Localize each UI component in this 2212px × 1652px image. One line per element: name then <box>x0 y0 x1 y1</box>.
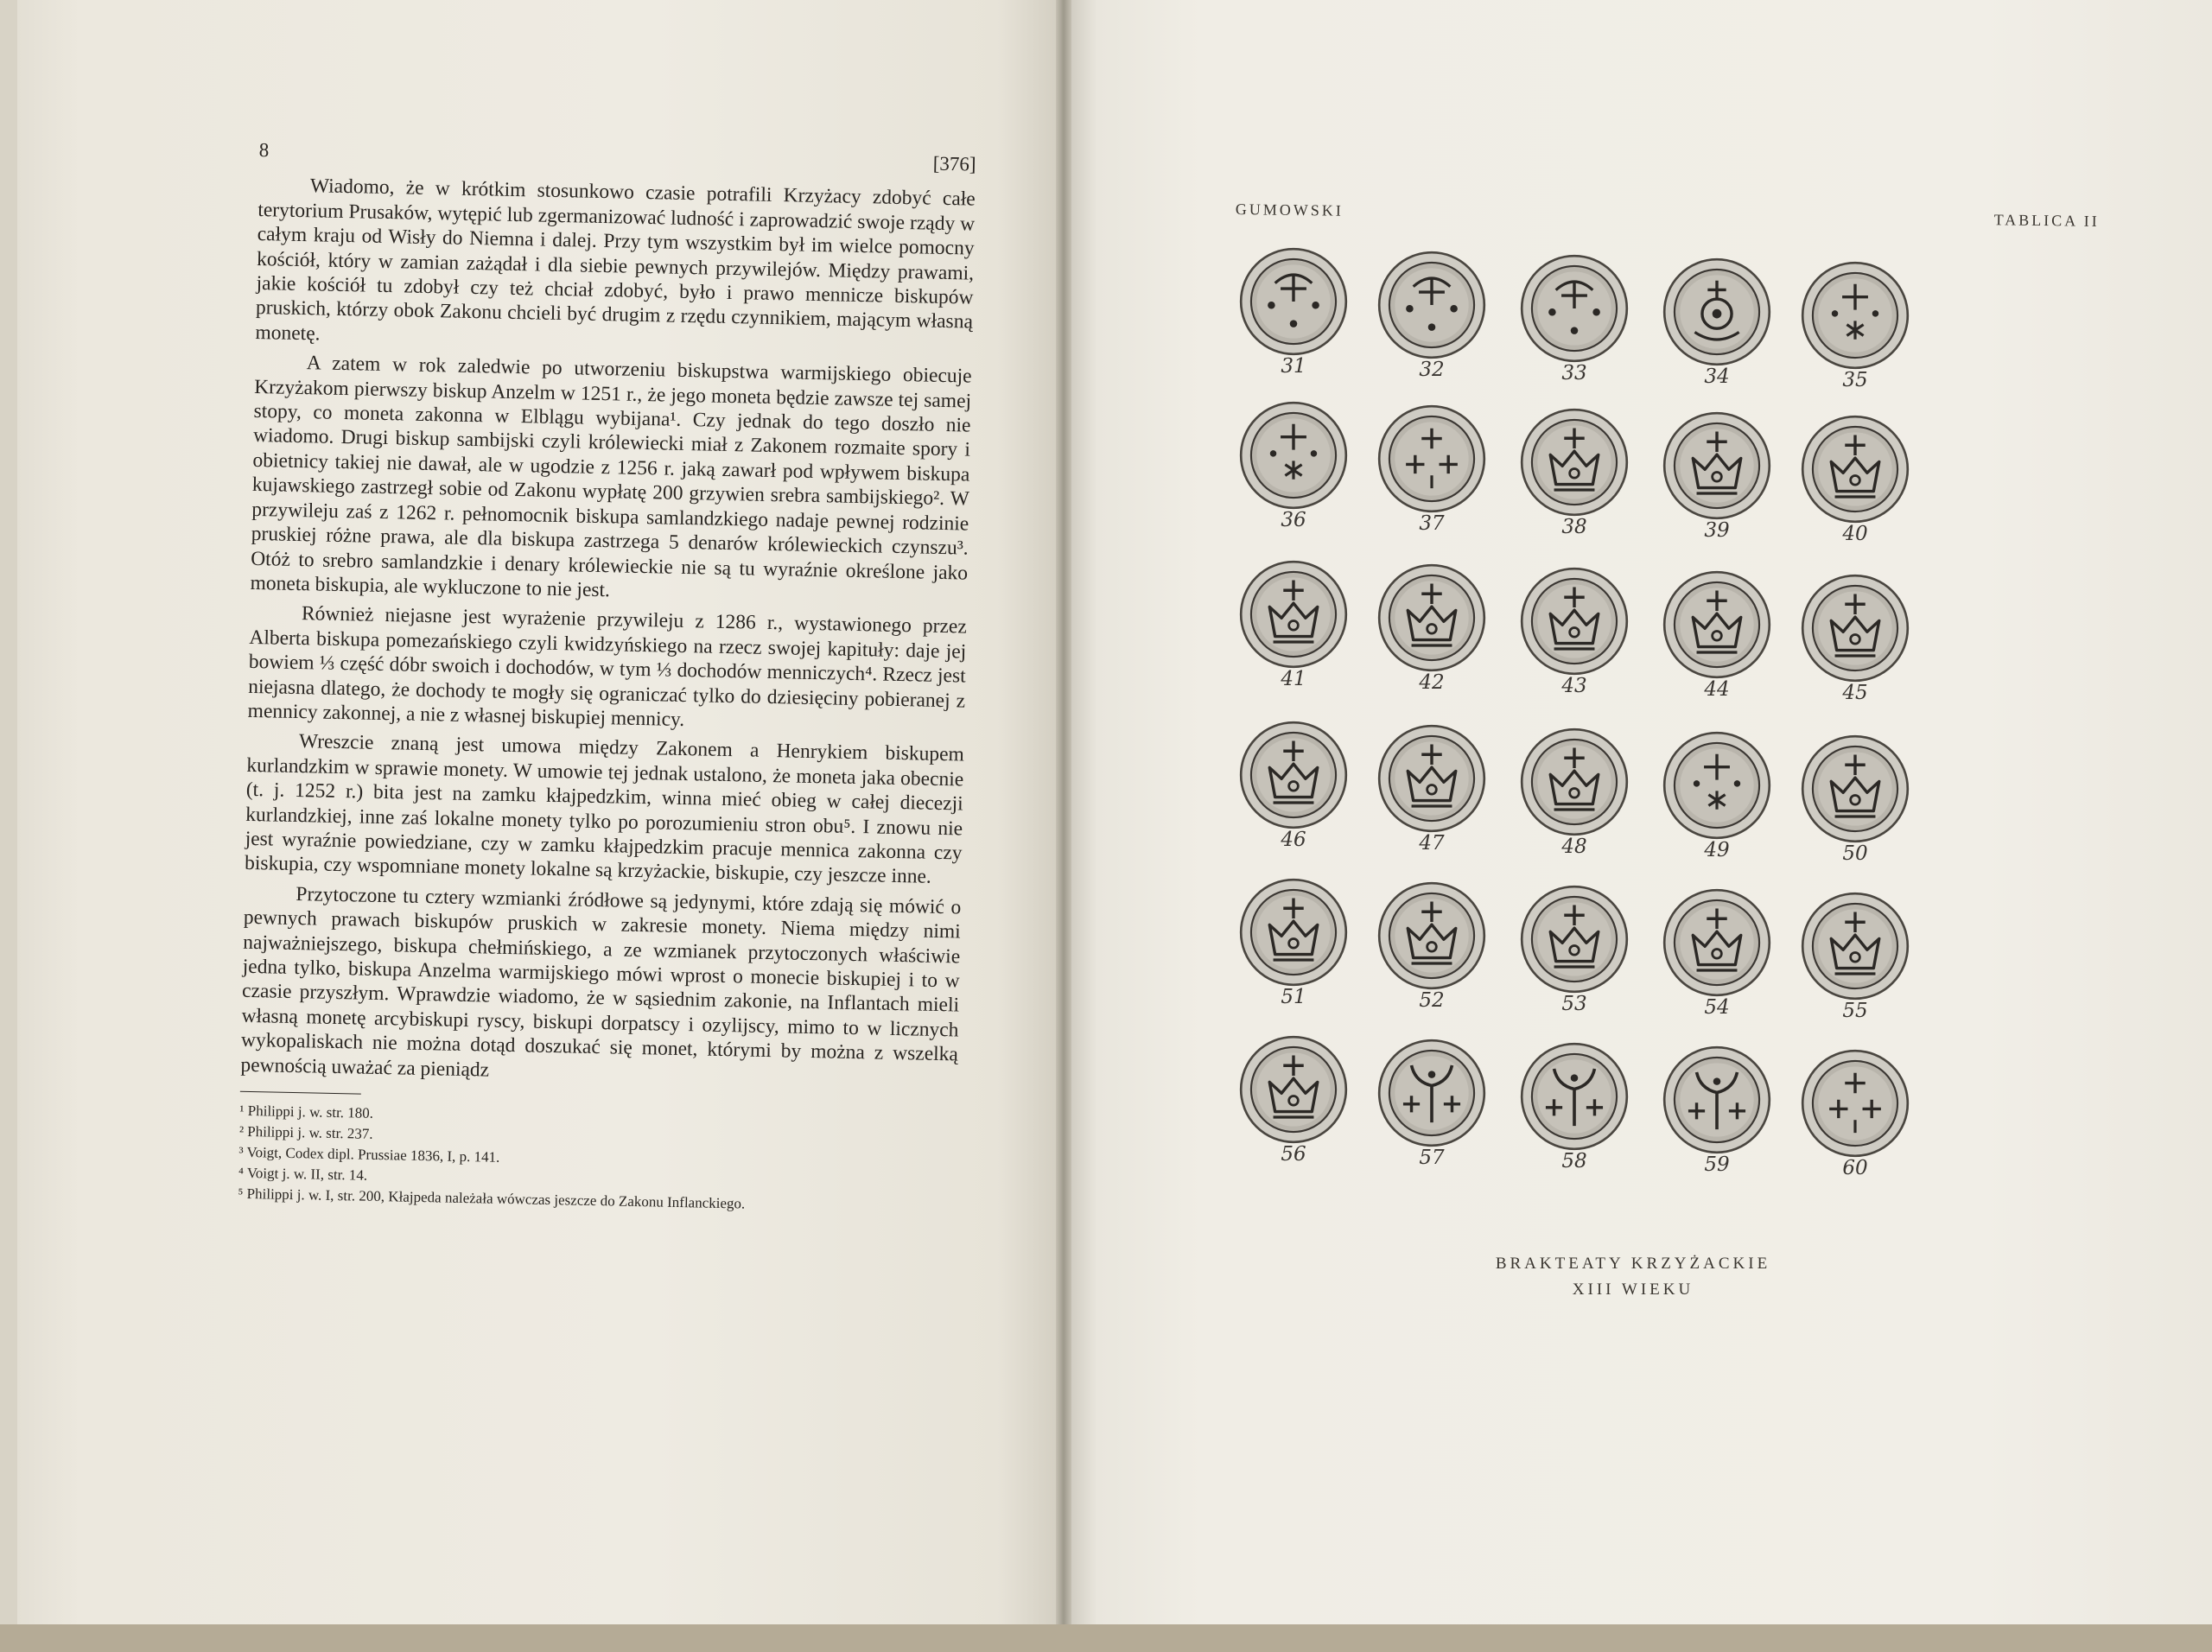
coin-number: 43 <box>1561 675 1587 697</box>
coin-number: 59 <box>1704 1153 1730 1176</box>
coin-image <box>1374 403 1490 514</box>
plate-author: GUMOWSKI <box>1235 200 1344 219</box>
coin-image <box>1374 723 1490 834</box>
coin-40 <box>1789 414 1927 552</box>
coin-36 <box>1227 400 1365 538</box>
coin-number: 44 <box>1704 678 1730 701</box>
page-ref: [376] <box>932 152 976 175</box>
plate-number: TABLICA II <box>1993 211 2100 230</box>
coin-number: 36 <box>1281 509 1306 531</box>
coin-43 <box>1508 566 1646 704</box>
coin-47 <box>1365 723 1503 861</box>
coin-number: 50 <box>1842 842 1868 865</box>
paragraph-2: A zatem w rok zaledwie po utworzeniu biskupstwa warmijskiego obiecuje Krzyżakom pierwszy biskup Anzelm w 1251 r., że jego moneta będzie zawsze tej samej stopy, co moneta zakonna w Elblągu wybijana¹. Czy jednak do tego doszło nie wiadomo. Drugi biskup sambijski czyli królewiecki miał z Zakonem rozmaite spory i obietnicy takiej nie dawał, ale w ugodzie z 1256 r. jaką zawarł pod wpływem biskupa kujawskiego zastrzegł sobie od Zakonu wypłatę 200 grzywien srebra sambijskiego². W przywileju zaś z 1262 r. pełnomocnik biskupa samlandzkiego nadaje pewnej rodzinie pruskiej różne prawa, ale dla biskupa zastrzega 5 denarów królewieckich czynszu³. Otóż to srebro samlandzkie i denary królewieckie nie są tu wyraźnie określone jako moneta biskupia, ale wykluczone to nie jest. <box>250 352 972 602</box>
coin-image <box>1236 400 1351 511</box>
coin-number: 33 <box>1561 362 1587 384</box>
coin-number: 54 <box>1704 996 1730 1019</box>
coin-image <box>1659 257 1775 367</box>
footnote-3: ³ Voigt, Codex dipl. Prussiae 1836, I, p. 141. <box>238 1143 500 1166</box>
coin-number: 38 <box>1561 516 1587 538</box>
footnote-4: ⁴ Voigt j. w. II, str. 14. <box>238 1164 368 1184</box>
coin-image <box>1659 569 1775 680</box>
coin-image <box>1797 414 1913 524</box>
paragraph-5: Przytoczone tu cztery wzmianki źródłowe są jedynymi, które zdają się mówić o pewnych prawach biskupów pruskich w zakresie monety. Niema między nimi najważniejszego, biskupa chełmińskiego, a ze wzmianek przytoczonych właściwie jedna tylko, biskupa Anzelma warmijskiego mówi wprost o monecie biskupiej i to w czasie przyszłym. Wprawdzie wiadomo, że w sąsiednim zakonie, na Inflantach mieli własną monetę arcybiskupi ryscy, biskupi dorpatscy i ozylijscy, mimo to w licznych wykopaliskach nie można dotąd doszukać się monet, którymi by można z wszelką pewnością uważać za pieniądz <box>240 882 962 1082</box>
coin-image <box>1659 1045 1775 1155</box>
coin-image <box>1374 250 1490 360</box>
coin-35 <box>1789 260 1927 398</box>
coin-number: 56 <box>1281 1143 1306 1166</box>
coin-image <box>1797 734 1913 844</box>
left-page-text <box>238 138 976 1218</box>
coin-image <box>1236 1034 1351 1145</box>
table-surface <box>0 1624 2212 1652</box>
coin-image <box>1797 1048 1913 1159</box>
coin-number: 32 <box>1419 359 1445 381</box>
coin-image <box>1516 1041 1632 1152</box>
coin-44 <box>1650 569 1789 708</box>
coin-image <box>1516 884 1632 994</box>
coin-41 <box>1227 559 1365 697</box>
coin-55 <box>1789 891 1927 1029</box>
coin-52 <box>1365 880 1503 1019</box>
coin-number: 39 <box>1704 519 1730 542</box>
paragraph-1: Wiadomo, że w krótkim stosunkowo czasie potrafili Krzyżacy zdobyć całe terytorium Prusaków, wytępić lub zgermanizować ludność i zaprowadzić swoje rządy w całym kraju od Wisły do Niemna i dalej. Przy tym wszystkim był im wielce pomocny kościół, który w zamian zażądał i dla siebie pewnych przywilejów. Między prawami, jakie kościół tu zdobył czy też chciał zdobyć, było i prawo mennicze biskupów pruskich, którzy obok Zakonu chcieli być drugim z rzędu czynnikiem, mającym własną monetę. <box>255 175 976 346</box>
coin-image <box>1516 253 1632 364</box>
plate-caption <box>1331 1251 1936 1303</box>
coin-32 <box>1365 250 1503 388</box>
coin-31 <box>1227 246 1365 384</box>
book-gutter <box>1056 0 1071 1652</box>
coin-image <box>1516 566 1632 677</box>
coin-number: 37 <box>1419 512 1445 535</box>
footnote-5: ⁵ Philippi j. w. I, str. 200, Kłajpeda należała wówczas jeszcze do Zakonu Inflanckiego. <box>238 1185 746 1212</box>
coin-number: 40 <box>1842 523 1868 545</box>
coin-51 <box>1227 877 1365 1015</box>
coin-number: 42 <box>1419 671 1445 694</box>
coin-number: 41 <box>1281 668 1306 690</box>
page-number: 8 <box>258 138 270 162</box>
coin-number: 60 <box>1842 1157 1868 1179</box>
paragraph-4: Wreszcie znaną jest umowa między Zakonem a Henrykiem biskupem kurlandzkim w sprawie monety. W umowie tej jednak ustalono, że moneta jaka obecnie (t. j. 1252 r.) bita jest na zamku kłajpedzkim, winna mieć obieg w całej diecezji kurlandzkiej, inne zaś lokalne monety tylko po porozumieniu stron obu⁵. I znowu nie jest wyraźnie powiedziane, czy w zamku kłajpedzkim pracuje mennica zakonna czy biskupia, czy wspomniane monety lokalne są krzyżackie, biskupie, czy jeszcze inne. <box>244 730 965 889</box>
coin-49 <box>1650 730 1789 868</box>
coin-image <box>1516 407 1632 518</box>
page-edge <box>0 0 19 1652</box>
coin-image <box>1516 727 1632 837</box>
caption-title: BRAKTEATY KRZYŻACKIE <box>1495 1255 1771 1273</box>
coin-number: 34 <box>1704 365 1730 388</box>
coin-number: 57 <box>1419 1147 1445 1169</box>
coin-45 <box>1789 573 1927 711</box>
coin-38 <box>1508 407 1646 545</box>
coin-image <box>1236 720 1351 830</box>
coin-48 <box>1508 727 1646 865</box>
coin-39 <box>1650 410 1789 549</box>
coin-number: 53 <box>1561 993 1587 1015</box>
coin-number: 55 <box>1842 1000 1868 1022</box>
coin-image <box>1797 573 1913 683</box>
coin-number: 58 <box>1561 1150 1587 1172</box>
coin-50 <box>1789 734 1927 872</box>
coin-image <box>1236 559 1351 670</box>
coin-image <box>1659 887 1775 998</box>
coin-image <box>1236 246 1351 357</box>
coin-number: 31 <box>1281 355 1306 378</box>
coin-54 <box>1650 887 1789 1026</box>
coin-33 <box>1508 253 1646 391</box>
coin-58 <box>1508 1041 1646 1179</box>
paragraph-3: Również niejasne jest wyrażenie przywileju z 1286 r., wystawionego przez Alberta biskupa pomezańskiego czyli kwidzyńskiego na rzecz swojej kapituły: daje jej bowiem ⅓ część dóbr swoich i dochodów, w tym ⅓ dochodów menniczych⁴. Rzecz jest niejasna dlatego, że dochody te mogły się ograniczać tylko do dziesięciny pobieranej z mennicy zakonnej, a nie z własnej biskupiej mennicy. <box>247 602 968 731</box>
coin-image <box>1797 891 1913 1001</box>
footnote-1: ¹ Philippi j. w. str. 180. <box>239 1102 374 1121</box>
coin-56 <box>1227 1034 1365 1172</box>
coin-number: 51 <box>1281 986 1306 1008</box>
coin-number: 45 <box>1842 682 1868 704</box>
coin-plate <box>1227 246 2108 1249</box>
coin-60 <box>1789 1048 1927 1186</box>
coin-46 <box>1227 720 1365 858</box>
coin-53 <box>1508 884 1646 1022</box>
coin-image <box>1374 562 1490 673</box>
coin-number: 46 <box>1281 829 1306 851</box>
caption-subtitle: XIII WIEKU <box>1572 1280 1694 1299</box>
coin-image <box>1659 410 1775 521</box>
coin-34 <box>1650 257 1789 395</box>
footnote-rule <box>240 1091 361 1095</box>
coin-42 <box>1365 562 1503 701</box>
coin-57 <box>1365 1038 1503 1176</box>
footnote-2: ² Philippi j. w. str. 237. <box>238 1122 373 1142</box>
coin-number: 35 <box>1842 369 1868 391</box>
coin-number: 47 <box>1419 832 1445 855</box>
coin-37 <box>1365 403 1503 542</box>
coin-image <box>1797 260 1913 371</box>
coin-number: 48 <box>1561 836 1587 858</box>
coin-image <box>1374 1038 1490 1148</box>
coin-image <box>1659 730 1775 841</box>
coin-59 <box>1650 1045 1789 1183</box>
coin-image <box>1236 877 1351 988</box>
coin-number: 52 <box>1419 989 1445 1012</box>
coin-image <box>1374 880 1490 991</box>
coin-number: 49 <box>1704 839 1730 861</box>
footnotes <box>238 1101 957 1219</box>
